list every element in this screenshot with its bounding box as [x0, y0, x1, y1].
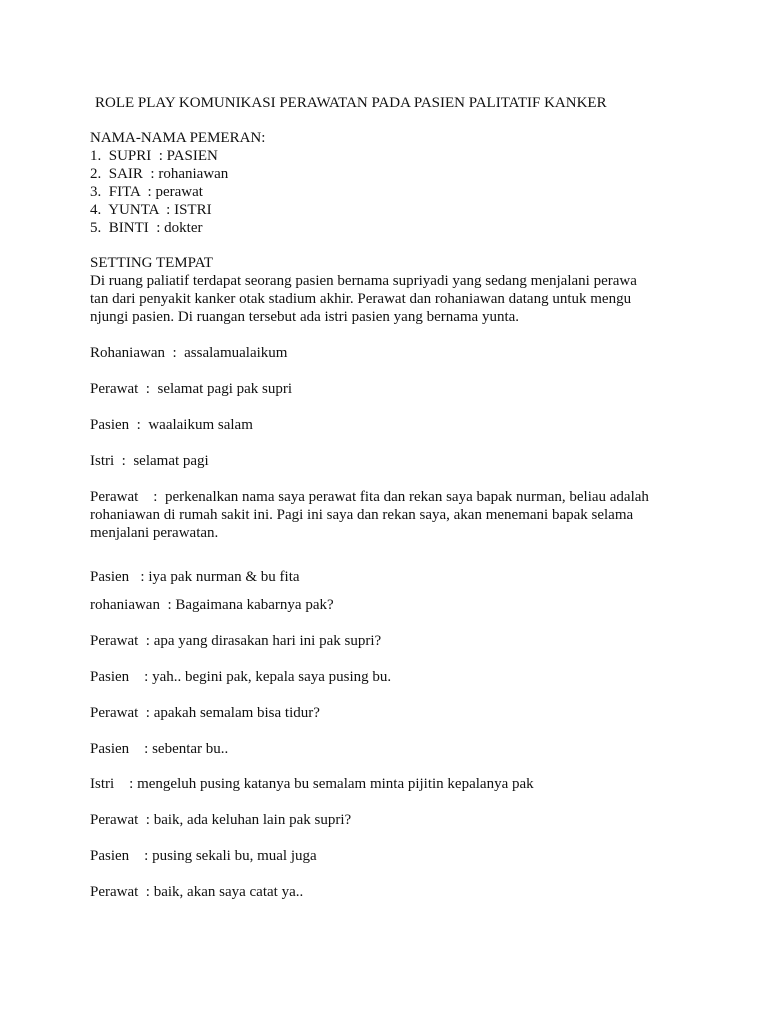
dialogue-line: Pasien : sebentar bu..: [90, 741, 229, 757]
dialogue-line: Pasien : waalaikum salam: [90, 417, 253, 433]
dialogue-line: Perawat : baik, akan saya catat ya..: [90, 884, 304, 900]
dialogue-line: Perawat : perkenalkan nama saya perawat fita dan rekan saya bapak nurman, beliau adalah: [90, 489, 649, 505]
dialogue-line: rohaniawan di rumah sakit ini. Pagi ini saya dan rekan saya, akan menemani bapak selama: [90, 507, 634, 523]
dialogue-line: Perawat : apakah semalam bisa tidur?: [90, 705, 320, 721]
dialogue-line: Pasien : yah.. begini pak, kepala saya pusing bu.: [90, 669, 392, 685]
dialogue-line: Istri : selamat pagi: [90, 453, 209, 469]
setting-text: njungi pasien. Di ruangan tersebut ada istri pasien yang bernama yunta.: [90, 309, 520, 325]
dialogue-line: menjalani perawatan.: [90, 525, 219, 541]
dialogue-line: Istri : mengeluh pusing katanya bu semalam minta pijitin kepalanya pak: [90, 776, 534, 792]
cast-item: 4. YUNTA : ISTRI: [90, 202, 212, 218]
cast-item: 2. SAIR : rohaniawan: [90, 166, 229, 182]
cast-item: 3. FITA : perawat: [90, 184, 203, 200]
document-title: ROLE PLAY KOMUNIKASI PERAWATAN PADA PASIEN PALITATIF KANKER: [95, 95, 607, 111]
setting-heading: SETTING TEMPAT: [90, 255, 213, 271]
dialogue-line: Rohaniawan : assalamualaikum: [90, 345, 288, 361]
setting-text: Di ruang paliatif terdapat seorang pasien bernama supriyadi yang sedang menjalani perawa: [90, 273, 637, 289]
dialogue-line: Perawat : baik, ada keluhan lain pak supri?: [90, 812, 352, 828]
cast-heading: NAMA-NAMA PEMERAN:: [90, 130, 266, 146]
dialogue-line: Pasien : iya pak nurman & bu fita: [90, 569, 300, 585]
dialogue-line: Pasien : pusing sekali bu, mual juga: [90, 848, 317, 864]
setting-text: tan dari penyakit kanker otak stadium akhir. Perawat dan rohaniawan datang untuk mengu: [90, 291, 632, 307]
dialogue-line: rohaniawan : Bagaimana kabarnya pak?: [90, 597, 334, 613]
dialogue-line: Perawat : apa yang dirasakan hari ini pak supri?: [90, 633, 382, 649]
cast-item: 1. SUPRI : PASIEN: [90, 148, 218, 164]
dialogue-line: Perawat : selamat pagi pak supri: [90, 381, 293, 397]
cast-item: 5. BINTI : dokter: [90, 220, 203, 236]
